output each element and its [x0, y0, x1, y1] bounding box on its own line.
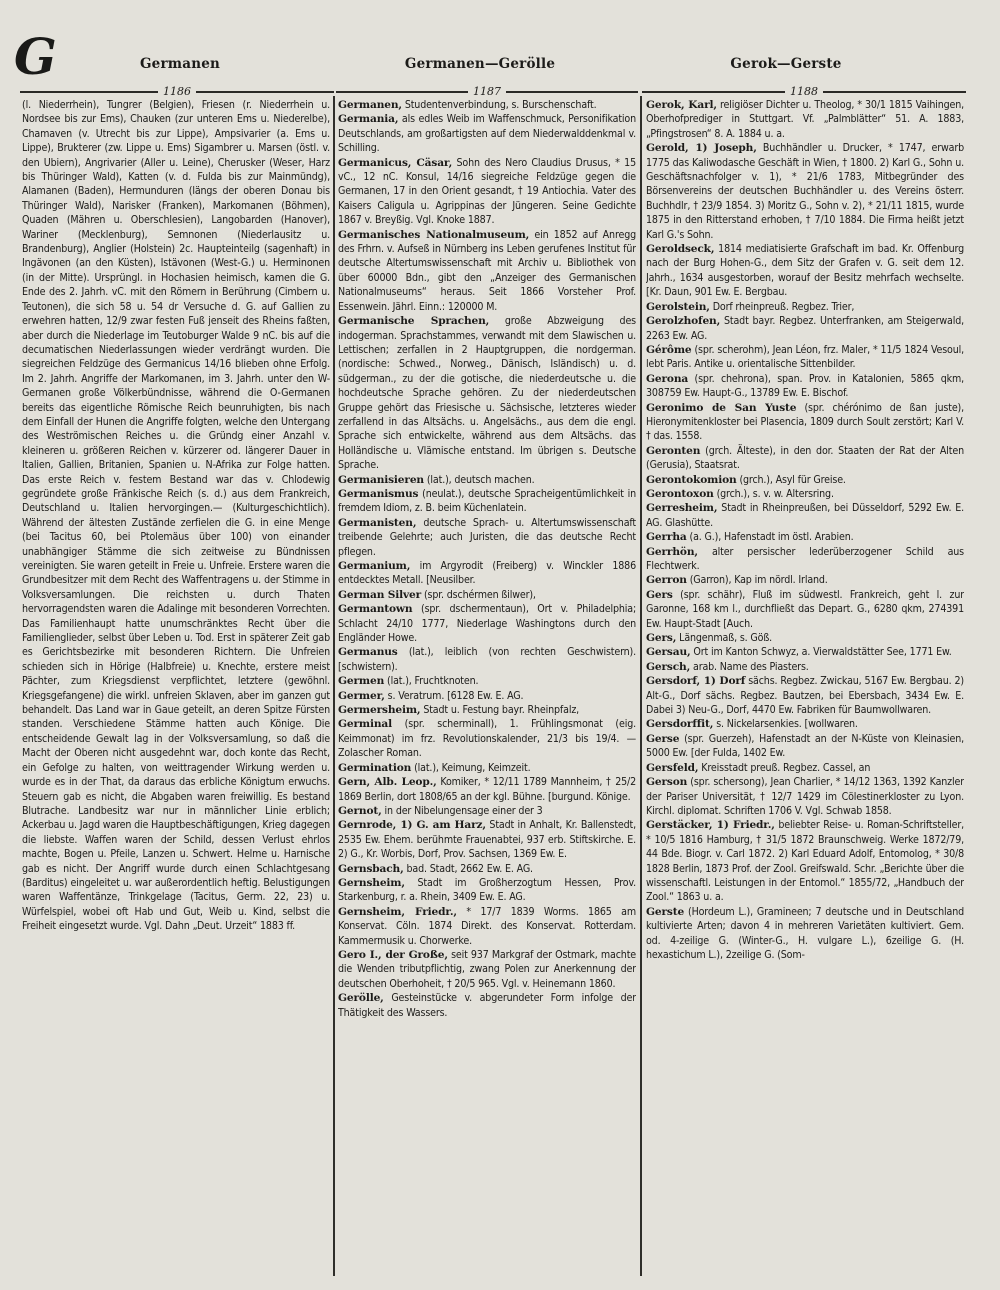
entry-headword: Germanische Sprachen,: [338, 315, 490, 328]
dictionary-entry: [646, 588, 964, 631]
dictionary-entry: [22, 98, 330, 934]
entry-headword: Germersheim,: [338, 704, 421, 717]
page-number-rule-center: [336, 86, 638, 98]
entry-headword: Germanisieren: [338, 473, 424, 486]
page-number: 1186: [163, 85, 191, 98]
dictionary-entry: [338, 602, 636, 645]
dictionary-entry: [646, 631, 964, 645]
entry-text: beliebter Reise- u. Roman-Schriftsteller, * 10/5 1816 Hamburg, † 31/5 1872 Braunschweig. Werke 1872/79, 44 Bde. Biogr. v. Carl 1872. 2) Karl Eduard Adolf, Entomolog, * 30/8 1828 Berlin, 1873 Prof. der Zool. Greifswald. Schr. „Berichte über die wissenschaftl. Leistungen in der Entomol.“ 1855/72, „Handbuch der Zool.“ 1863 u. a.: [646, 819, 964, 904]
dictionary-entry: [338, 804, 636, 818]
entry-headword: Gero I., der Große,: [338, 948, 448, 961]
entry-text: bad. Stadt, 2662 Ew. E. AG.: [403, 862, 533, 875]
entry-headword: Gerstäcker, 1) Friedr.,: [646, 819, 775, 832]
dictionary-entry: [338, 991, 636, 1020]
dictionary-entry: [338, 112, 636, 155]
entry-headword: Gernsheim,: [338, 876, 405, 889]
dictionary-entry: [646, 487, 964, 501]
entry-text: * 17/7 1839 Worms. 1865 am Konservat. Cöln. 1874 Direkt. des Konservat. Rotterdam. Kammermusik u. Chorwerke.: [338, 905, 636, 947]
entry-headword: Germer,: [338, 689, 385, 702]
dictionary-entry: [646, 732, 964, 761]
dictionary-entry: [646, 660, 964, 674]
dictionary-entry: [646, 761, 964, 775]
entry-headword: Germanisches Nationalmuseum,: [338, 228, 530, 241]
entry-headword: Germanisten,: [338, 516, 417, 529]
entry-headword: Geronimo de San Yuste: [646, 401, 797, 414]
entry-text: (lat.), deutsch machen.: [423, 473, 535, 486]
entry-headword: Germinal: [338, 718, 392, 731]
rule-line: [20, 91, 158, 93]
entry-text: arab. Name des Piasters.: [690, 660, 809, 673]
entry-text: Dorf rheinpreuß. Regbez. Trier,: [709, 300, 855, 313]
running-head-center: Germanen—Gerölle: [404, 56, 556, 72]
dictionary-entry: [338, 905, 636, 948]
entry-text: (grch.), s. v. w. Altersring.: [713, 487, 834, 500]
dictionary-entry: [338, 674, 636, 688]
entry-headword: Gerok, Karl,: [646, 99, 717, 111]
rule-line: [336, 91, 468, 93]
dictionary-entry: [646, 645, 964, 659]
column-divider: [640, 96, 642, 1276]
entry-text: deutsche Sprach- u. Altertumswissenschaft treibende Gelehrte; auch Juristen, die das deutsche Recht pflegen.: [338, 516, 636, 558]
entry-headword: Gerolzhofen,: [646, 315, 721, 328]
dictionary-entry: [646, 141, 964, 242]
entry-headword: Gerse: [646, 732, 680, 745]
entry-text: (grch. Älteste), in den dor. Staaten der Rat der Alten (Gerusia), Staatsrat.: [646, 444, 964, 472]
entry-text: ein 1852 auf Anregg des Frhrn. v. Aufseß in Nürnberg ins Leben gerufenes Institut für deutsche Altertumswissenschaft mit Archiv u. Bibliothek von über 60000 Bdn., gibt den „Anzeiger des Germanischen Nationalmuseums“ heraus. Seit 1866 Vorsteher Prof. Essenwein. Jährl. Einn.: 120000 M.: [338, 228, 636, 313]
dictionary-entry: [338, 98, 636, 112]
dictionary-entry: [338, 473, 636, 487]
entry-headword: Germanismus: [338, 487, 419, 500]
entry-headword: Gersau,: [646, 646, 691, 659]
entry-text: (spr. dschérmen ßilwer),: [421, 588, 536, 601]
page-number: 1187: [473, 85, 501, 98]
entry-text: Stadt u. Festung bayr. Rheinpfalz,: [420, 704, 580, 717]
dictionary-entry: [646, 530, 964, 544]
entry-text: Komiker, * 12/11 1789 Mannheim, † 25/2 1869 Berlin, dort 1808/65 an der kgl. Bühne. [burgund. Könige.: [338, 776, 636, 803]
entry-headword: Geroldseck,: [646, 243, 715, 256]
dictionary-entry: [646, 775, 964, 818]
entry-headword: Gerste: [646, 905, 685, 918]
entry-text: (spr. scherminall), 1. Frühlingsmonat (eig. Keimmonat) im frz. Revolutionskalender, 21/3 bis 19/4. — Zolascher Roman.: [338, 718, 636, 760]
dictionary-entry: [646, 343, 964, 372]
entry-headword: German Silver: [338, 588, 422, 601]
entry-headword: Geronten: [646, 444, 701, 457]
entry-text: religiöser Dichter u. Theolog, * 30/1 1815 Vaihingen, Oberhofprediger in Stuttgart. Vf. „Palmblätter“ 51. A. 1883, „Pfingstrosen“ 8. A. 1884 u. a.: [646, 99, 964, 140]
dictionary-entry: [338, 559, 636, 588]
page-number-rule-right: [642, 86, 966, 98]
dictionary-entry: [646, 905, 964, 963]
entry-headword: Gerresheim,: [646, 502, 718, 515]
dictionary-entry: [338, 862, 636, 876]
entry-headword: Gersch,: [646, 660, 691, 673]
entry-text: (Garron), Kap im nördl. Irland.: [686, 574, 828, 587]
dictionary-entry: [646, 573, 964, 587]
page-number: 1188: [790, 85, 818, 98]
entry-text: (a. G.), Hafenstadt im östl. Arabien.: [686, 531, 854, 544]
entry-text: (lat.), Fruchtknoten.: [384, 675, 479, 688]
entry-headword: Germania,: [338, 113, 399, 126]
entry-headword: Gerrhön,: [646, 545, 698, 558]
entry-text: Studentenverbindung, s. Burschenschaft.: [401, 99, 597, 111]
entry-text: sächs. Regbez. Zwickau, 5167 Ew. Bergbau. 2) Alt-G., Dorf sächs. Regbez. Bautzen, bei Ebersbach, 3434 Ew. E. Dabei 3) Neu-G., Dorf, 4470 Ew. Fabriken für Baumwollwaren.: [646, 675, 964, 717]
dictionary-entry: [338, 717, 636, 760]
dictionary-entry: [646, 372, 964, 401]
dictionary-entry: [338, 516, 636, 559]
entry-text: Stadt in Anhalt, Kr. Ballenstedt, 2535 Ew. Ehem. berühmte Frauenabtei, 937 erb. Stiftskirche. E. 2) G., Kr. Worbis, Dorf, Prov. Sachsen, 1369 Ew. E.: [338, 819, 636, 861]
column-right: [646, 98, 964, 1278]
entry-text: im Argyrodit (Freiberg) v. Winckler 1886 entdecktes Metall. [Neusilber.: [338, 560, 636, 587]
dictionary-entry: [338, 487, 636, 516]
entry-text: (lat.), Keimung, Keimzeit.: [411, 761, 531, 774]
entry-text: (spr. chérónimo de ßan juste), Hieronymitenkloster bei Plasencia, 1809 durch Soult zerstört; Karl V. † das. 1558.: [646, 401, 964, 443]
running-head-right: Gerok—Gerste: [730, 56, 842, 72]
dictionary-entry: [646, 545, 964, 574]
entry-text: (spr. schähr), Fluß im südwestl. Frankreich, geht l. zur Garonne, 168 km l., durchfließt das Depart. G., 6280 qkm, 274391 Ew. Haupt-Stadt [Auch.: [646, 588, 964, 630]
dictionary-entry: [338, 689, 636, 703]
running-head-left: Germanen: [139, 56, 221, 72]
entry-text: große Abzweigung des indogerman. Sprachstammes, verwandt mit dem Slawischen u. Lettischen; zerfallen in 2 Hauptgruppen, die nordgerman. (nordische: Schwed., Norweg., Dänisch, Isländisch) u. d. südgerman., zu der die gotische, die niederdeutsche u. die hochdeutsche Sprache gehören. Zu der niederdeutschen Gruppe gehört das Friesische u. Sächsische, letzteres wieder zerfallend in das Altsächs. u. Angelsächs., aus dem die engl. Sprache sich entwickelte, während aus dem Altsächs. das Holländische u. Vlämische entstand. Im übrigen s. Deutsche Sprache.: [338, 315, 636, 472]
entry-headword: Gerona: [646, 372, 689, 385]
entry-headword: Gérôme: [646, 343, 692, 356]
entry-headword: Gerontoxon: [646, 487, 714, 500]
entry-text: (neulat.), deutsche Spracheigentümlichkeit in fremdem Idiom, z. B. beim Küchenlatein.: [338, 487, 636, 515]
entry-text: Sohn des Nero Claudius Drusus, * 15 vC., 12 nC. Konsul, 14/16 siegreiche Feldzüge gegen die Germanen, 17 in den Orient gesandt, † 19 Antiochia. Vater des Kaisers Caligula u. Agrippinas der Jüngeren. Seine Gedichte 1867 v. Breyßig. Vgl. Knoke 1887.: [338, 156, 636, 227]
column-center: [338, 98, 636, 1278]
dictionary-entry: [646, 818, 964, 904]
dictionary-entry: [646, 314, 964, 343]
entry-text: Stadt im Großherzogtum Hessen, Prov. Starkenburg, r. a. Rhein, 3409 Ew. E. AG.: [338, 876, 636, 904]
rule-line: [642, 91, 785, 93]
entry-text: Kreisstadt preuß. Regbez. Cassel, an: [698, 761, 871, 774]
entry-headword: Gerontokomion: [646, 473, 737, 486]
entry-headword: Gern, Alb. Leop.,: [338, 776, 437, 789]
entry-text: Stadt in Rheinpreußen, bei Düsseldorf, 5292 Ew. E. AG. Glashütte.: [646, 502, 964, 529]
entry-headword: Gernsheim, Friedr.,: [338, 905, 457, 918]
entry-text: (Hordeum L.), Gramineen; 7 deutsche und in Deutschland kultivierte Arten; davon 4 in mehreren Varietäten kultiviert. Gem. od. 4-zeilige G. (Winter-G., H. vulgare L.), 6zeilige G. (H. hexastichum L.), 2zeilige G. (Som-: [646, 905, 964, 961]
entry-headword: Gerrha: [646, 531, 687, 544]
entry-text: seit 937 Markgraf der Ostmark, machte die Wenden tributpflichtig, zwang Polen zur Anerkennung der deutschen Oberhoheit, † 20/5 965. Vgl. v. Heinemann 1860.: [338, 948, 636, 990]
entry-text: in der Nibelungensage einer der 3: [381, 804, 543, 817]
rule-line: [506, 91, 638, 93]
entry-text: (lat.), leiblich (von rechten Geschwistern). [schwistern).: [338, 646, 636, 673]
dictionary-entry: [338, 761, 636, 775]
dictionary-entry: [338, 703, 636, 717]
entry-headword: Gernrode, 1) G. am Harz,: [338, 819, 486, 832]
entry-text: Längenmaß, s. Göß.: [676, 632, 773, 645]
dictionary-entry: [646, 242, 964, 300]
dictionary-entry: [646, 98, 964, 141]
dictionary-entry: [338, 588, 636, 602]
entry-headword: Germantown: [338, 603, 413, 616]
entry-text: Ort im Kanton Schwyz, a. Vierwaldstätter See, 1771 Ew.: [690, 646, 952, 659]
entry-text: 1814 mediatisierte Grafschaft im bad. Kr. Offenburg nach der Burg Hohen-G., dem Sitz der Grafen v. G. seit dem 12. Jahrh., 1634 ausgestorben, worauf der Besitz mehrfach wechselte. [Kr. Daun, 901 Ew. E. Bergbau.: [646, 243, 964, 299]
entry-text: Stadt bayr. Regbez. Unterfranken, am Steigerwald, 2263 Ew. AG.: [646, 315, 964, 342]
entry-text: s. Veratrum. [6128 Ew. E. AG.: [384, 689, 524, 702]
entry-headword: Gerron: [646, 574, 687, 587]
dictionary-entry: [338, 818, 636, 861]
entry-headword: Gersdorffit,: [646, 718, 714, 731]
dictionary-entry: [646, 501, 964, 530]
dictionary-entry: [338, 948, 636, 991]
dictionary-entry: [646, 300, 964, 314]
entry-text: Gesteinstücke v. abgerundeter Form infolge der Thätigkeit des Wassers.: [338, 992, 636, 1019]
dictionary-entry: [338, 645, 636, 674]
dictionary-entry: [338, 228, 636, 314]
entry-text: (spr. Guerzeh), Hafenstadt an der N-Küste von Kleinasien, 5000 Ew. [der Fulda, 1402 Ew.: [646, 732, 964, 760]
entry-headword: Gernot,: [338, 804, 382, 817]
entry-headword: Gerolstein,: [646, 300, 710, 313]
entry-text: Buchhändler u. Drucker, * 1747, erwarb 1775 das Kaliwodasche Geschäft in Wien, † 1800. 2) Karl G., Sohn u. Geschäftsnachfolger v. 1), * 21/6 1783, Mitbegründer des Börsenvereins der deutschen Buchhändler u. des Vereins österr. Buchhdlr, † 23/9 1854. 3) Moritz G., Sohn v. 2), * 21/11 1815, wurde 1875 in den Ritterstand erhoben, † 7/10 1884. Die Firma heißt jetzt Karl G.'s Sohn.: [646, 142, 964, 241]
entry-headword: Germanicus, Cäsar,: [338, 156, 453, 169]
entry-headword: Germen: [338, 675, 385, 688]
dictionary-entry: [646, 717, 964, 731]
entry-headword: Gers,: [646, 632, 677, 645]
section-letter: G: [14, 27, 57, 86]
rule-line: [196, 91, 334, 93]
dictionary-entry: [338, 876, 636, 905]
column-left: [22, 98, 330, 1278]
dictionary-entry: [646, 401, 964, 444]
dictionary-entry: [338, 156, 636, 228]
entry-text: s. Nickelarsenkies. [wollwaren.: [713, 718, 858, 731]
dictionary-entry: [646, 674, 964, 717]
entry-text: als edles Weib im Waffenschmuck, Personifikation Deutschlands, am großartigsten auf dem Niederwalddenkmal v. Schilling.: [338, 113, 636, 155]
entry-headword: Gersdorf, 1) Dorf: [646, 675, 746, 688]
dictionary-entry: [338, 314, 636, 472]
entry-headword: Gerold, 1) Joseph,: [646, 142, 757, 155]
entry-text: (spr. dschermentaun), Ort v. Philadelphia; Schlacht 24/10 1777, Niederlage Washingtons durch den Engländer Howe.: [338, 603, 636, 645]
entry-text: alter persischer lederüberzogener Schild aus Flechtwerk.: [646, 545, 964, 572]
entry-headword: Germination: [338, 761, 412, 774]
entry-text: (spr. schersong), Jean Charlier, * 14/12 1363, 1392 Kanzler der Pariser Universität, † 12/7 1429 im Cölestinerkloster zu Lyon. Kirchl. diplomat. Schriften 1706 V. Vgl. Schwab 1858.: [646, 776, 964, 817]
entry-headword: Germanium,: [338, 560, 411, 572]
entry-headword: Gernsbach,: [338, 862, 404, 875]
column-divider: [333, 96, 335, 1276]
dictionary-entry: [646, 473, 964, 487]
entry-headword: Gers: [646, 588, 673, 601]
entry-text: (l. Niederrhein), Tungrer (Belgien), Friesen (r. Niederrhein u. Nordsee bis zur Ems), Chauken (zur unteren Ems u. Niederelbe), Chamaven (v. Utrecht bis zur Lippe), Ampsivarier (a. Ems u. Lippe), Brukterer (zw. Lippe u. Ems) Sigambrer u. Marsen (östl. v. den Ubiern), Angrivarier (Aller u. Leine), Cherusker (Weser, Harz bis Thüringer Wald), Katten (v. d. Fulda bis zur Mainmündg), Alamanen (Baden), Hermunduren (längs der oberen Donau bis Thüringer Wald), Narisker (Franken), Markomanen (Böhmen), Quaden (Mähren u. Oberschlesien), Langobarden (Hanover), Wariner (Mecklenburg), Semnonen (Niederlausitz u. Brandenburg), Anglier (Holstein) 2c. Haupteinteilg (sagenhaft) in Ingävonen (an den Küsten), Istävonen (West-G.) u. Herminonen (in der Mitte). Ursprüngl. in Hochasien heimisch, kamen die G. Ende des 2. Jahrh. vC. mit den Römern in Berührung (Cimbern u. Teutonen), die sich 58 u. 54 dr Versuche d. G. auf Gallien zu erwehren hatten, 12/9 zwar festen Fuß jenseit des Rheins faßten, aber durch die Niederlage im Teutoburger Walde 9 nC. bis auf die decumatischen Niederlassungen wieder verdrängt wurden. Die siegreichen Feldzüge des Germanicus 14/16 blieben ohne Erfolg. Im 2. Jahrh. Angriffe der Markomanen, im 3. Jahrh. unter den W-Germanen große Völkerbündnisse, während die O-Germanen bereits das eigentliche Römische Reich beunruhigten, bis nach dem Einfall der Hunen die Angriffe folgten, welche den Untergang des Weströmischen Reiches u. die Gründg einer Anzahl v. kleineren u. größeren Reichen v. kürzerer od. längerer Dauer in Italien, Gallien, Britanien, Spanien u. N-Afrika zur Folge hatten. Das erste Reich v. festem Bestand war das v. Chlodewig gegründete große Fränkische Reich (s. d.) aus dem Frankreich, Deutschland u. Italien hervorgingen.— (Kulturgeschichtlich). Während der ältesten Zustände zerfielen die G. in eine Menge (bei Tacitus 60, bei Ptolemäus über 100) von einander unabhängiger Stämme die sich zeitweise zu Bündnissen vereinigten. Sie waren geteilt in Freie u. Unfreie. Erstere waren die Grundbesitzer mit dem Recht des Waffentragens u. der Stimme in Volksversamlungen. Die reichsten u. durch Thaten hervorragendsten waren die Adalinge mit besonderen Vorrechten. Das Familienhaupt hatte unumschränktes Recht über die Familienglieder, selbst über Leben u. Tod. Erst in späterer Zeit gab es Gerichtsbezirke mit besonderen Richtern. Die Unfreien schieden sich in Hörige (Halbfreie) u. Knechte, erstere meist Pächter, zum Kriegsdienst verpflichtet, letztere (gewöhnl. Kriegsgefangene) die wirkl. unfreien Sklaven, aber im ganzen gut behandelt. Das Land war in Gaue geteilt, an deren Spitze Fürsten standen. Verschiedene Stämme hatten auch Könige. Die entscheidende Gewalt lag in der Volksversamlung, so daß die Macht der Oberen nicht ausgedehnt war, doch konte das Recht, ein Gefolge zu halten, von weittragender Wirkung werden u. wurde es in der That, da daraus das erbliche Königtum erwuchs. Steuern gab es nicht, die Abgaben waren freiwillig. Es bestand Blutrache. Landbesitz war nur in männlicher Linie erblich; Ackerbau u. Jagd waren die Hauptbeschäftigungen, Krieg dagegen die liebste. Waffen waren der Schild, dessen Verlust ehrlos machte, Bogen u. Pfeile, Lanzen u. Schwert. Helme u. Harnische gab es nicht. Der Angriff wurde durch einen Schlachtgesang (Barditus) eingeleitet u. war außerordentlich heftig. Belustigungen waren Waffentänze, Trinkgelage (Tacitus, Germ. 22, 23) u. Würfelspiel, wobei oft Hab und Gut, Weib u. Kind, selbst die Freiheit eingesetzt wurde. Vgl. Dahn „Deut. Urzeit“ 1883 ff.: [22, 99, 330, 933]
entry-headword: Germanen,: [338, 99, 402, 111]
entry-headword: Germanus: [338, 646, 398, 659]
rule-line: [823, 91, 966, 93]
entry-headword: Gerölle,: [338, 992, 384, 1005]
entry-text: (spr. scherohm), Jean Léon, frz. Maler, * 11/5 1824 Vesoul, lebt Paris. Antike u. orientalische Sittenbilder.: [646, 343, 964, 371]
dictionary-entry: [338, 775, 636, 804]
dictionary-entry: [646, 444, 964, 473]
entry-headword: Gerson: [646, 776, 688, 789]
entry-headword: Gersfeld,: [646, 761, 699, 774]
entry-text: (spr. chehrona), span. Prov. in Katalonien, 5865 qkm, 308759 Ew. Haupt-G., 13789 Ew. E. Bischof.: [646, 372, 964, 400]
entry-text: (grch.), Asyl für Greise.: [736, 473, 846, 486]
page-number-rule-left: [20, 86, 334, 98]
